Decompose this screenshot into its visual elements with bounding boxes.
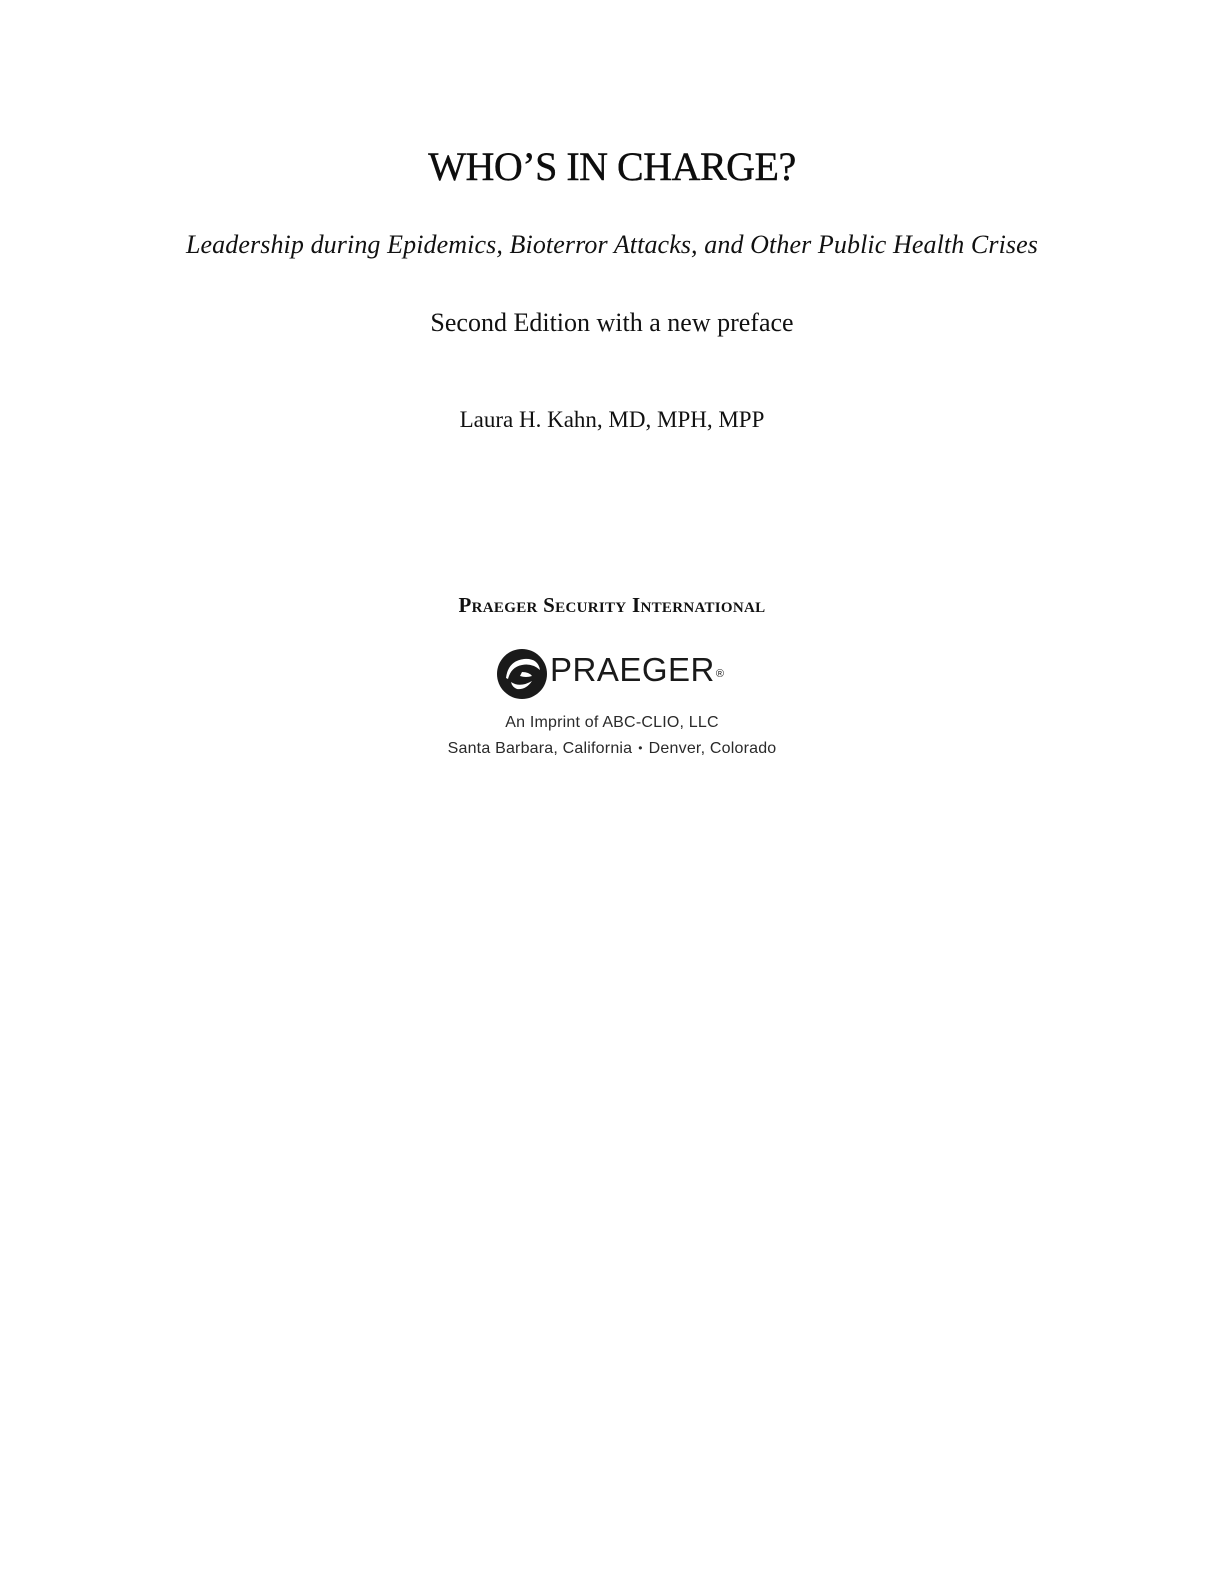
book-title: WHO’S IN CHARGE? xyxy=(428,144,796,189)
imprint-line: An Imprint of ABC-CLIO, LLC xyxy=(505,714,719,731)
registered-mark: ® xyxy=(715,668,725,680)
praeger-circle-logo-icon xyxy=(496,648,548,700)
location-right: Denver, Colorado xyxy=(648,740,777,757)
series-name: Praeger Security International xyxy=(458,593,766,617)
publisher-logo xyxy=(496,648,736,702)
location-left: Santa Barbara, California xyxy=(447,740,633,757)
book-subtitle: Leadership during Epidemics, Bioterror Attacks, and Other Public Health Crises xyxy=(185,230,1038,259)
location-separator: • xyxy=(638,741,643,755)
publisher-location xyxy=(0,738,1224,760)
edition-statement: Second Edition with a new preface xyxy=(430,308,794,337)
publisher-wordmark-text: PRAEGER xyxy=(550,651,715,688)
author-name: Laura H. Kahn, MD, MPH, MPP xyxy=(459,407,765,432)
publisher-wordmark xyxy=(550,650,724,690)
